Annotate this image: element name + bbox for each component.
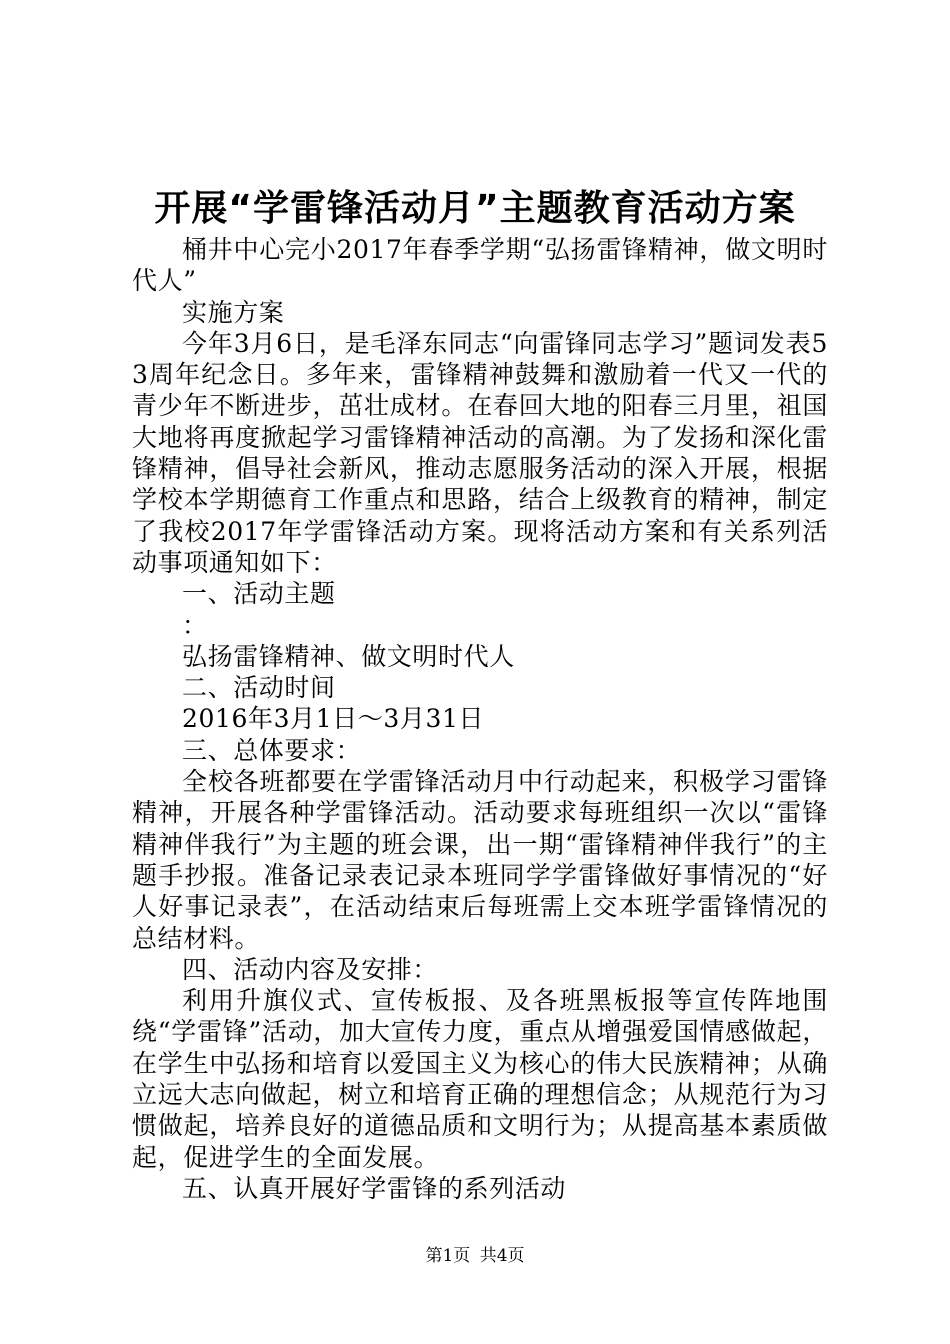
document-title: 开展“学雷锋活动月”主题教育活动方案	[154, 188, 796, 229]
section-heading-content: 四、活动内容及安排：	[182, 954, 439, 984]
paragraph-colon: ：	[182, 610, 208, 640]
paragraph-requirements: 全校各班都要在学雷锋活动月中行动起来，积极学习雷锋精神，开展各种学雷锋活动。活动要求每班组织一次以“雷锋精神伴我行”为主题的班会课，出一期“雷锋精神伴我行”的主题手抄报。准备记录表记录本班同学学雷锋做好事情况的“好人好事记录表”，在活动结束后每班需上交本班学雷锋情况的总结材料。	[132, 767, 828, 953]
section-heading-theme: 一、活动主题	[182, 579, 336, 609]
paragraph-theme-text: 弘扬雷锋精神、做文明时代人	[182, 641, 515, 671]
paragraph-introduction: 今年3月6日，是毛泽东同志“向雷锋同志学习”题词发表53周年纪念日。多年来，雷锋精神鼓舞和激励着一代又一代的青少年不断进步，茁壮成材。在春回大地的阳春三月里，祖国大地将再度掀起学习雷锋精神活动的高潮。为了发扬和深化雷锋精神，倡导社会新风，推动志愿服务活动的深入开展，根据学校本学期德育工作重点和思路，结合上级教育的精神，制定了我校2017年学雷锋活动方案。现将活动方案和有关系列活动事项通知如下：	[132, 328, 828, 577]
page-total: 共4页	[479, 1246, 525, 1266]
paragraph-plan-label: 实施方案	[182, 297, 285, 327]
section-heading-activities: 五、认真开展好学雷锋的系列活动	[182, 1173, 567, 1203]
paragraph-school-plan-heading: 桶井中心完小2017年春季学期“弘扬雷锋精神，做文明时代人”	[132, 235, 828, 296]
document-body	[132, 234, 828, 1204]
page-number: 第1页	[425, 1246, 471, 1266]
paragraph-time-range: 2016年3月1日～3月31日	[182, 704, 485, 734]
section-heading-requirements: 三、总体要求：	[182, 735, 362, 765]
section-heading-time: 二、活动时间	[182, 673, 336, 703]
page-footer	[0, 1244, 950, 1268]
paragraph-content: 利用升旗仪式、宣传板报、及各班黑板报等宣传阵地围绕“学雷锋”活动，加大宣传力度，重点从增强爱国情感做起，在学生中弘扬和培育以爱国主义为核心的伟大民族精神；从确立远大志向做起，树立和培育正确的理想信念；从规范行为习惯做起，培养良好的道德品质和文明行为；从提高基本素质做起，促进学生的全面发展。	[132, 986, 828, 1172]
